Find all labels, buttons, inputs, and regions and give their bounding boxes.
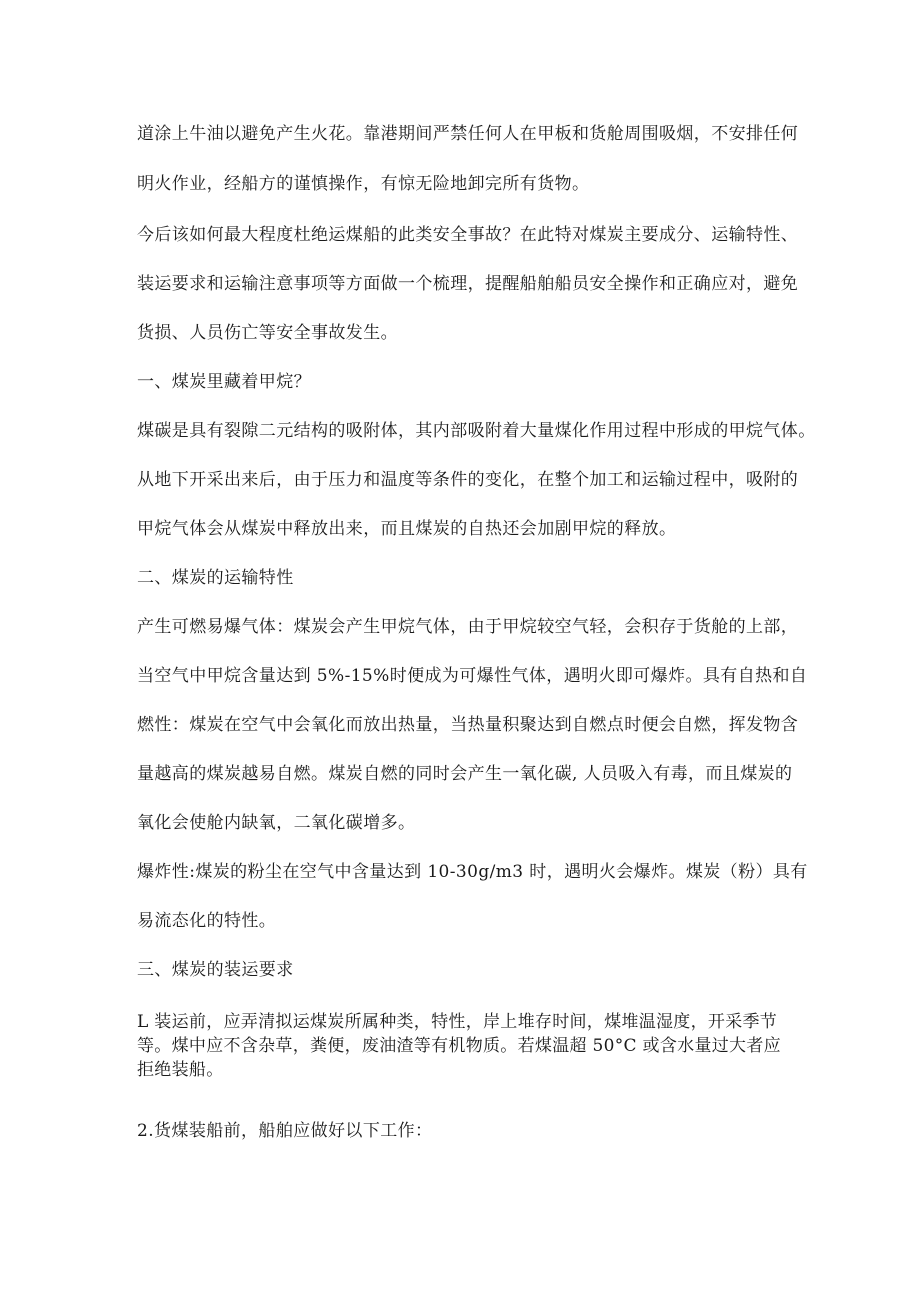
text-line-9: 产生可燃易爆气体：煤炭会产生甲烷气体，由于甲烷较空气轻，会积存于货舱的上部， (137, 617, 799, 637)
text-line-8: 甲烷气体会从煤炭中释放出来，而且煤炭的自热还会加剧甲烷的释放。 (137, 519, 677, 539)
section-heading-2: 二、煤炭的运输特性 (137, 568, 294, 588)
paragraph-loading-requirements: L 装运前，应弄清拟运煤炭所属种类，特性，岸上堆存时间，煤堆温湿度，开采季节等。煤中应不含杂草，粪便，废油渣等有机物质。若煤温超 50°C 或含水量过大者应拒绝装船。 (137, 1012, 781, 1080)
text-line-7: 从地下开采出来后，由于压力和温度等条件的变化，在整个加工和运输过程中，吸附的 (137, 470, 799, 490)
text-line-13: 氧化会使舱内缺氧，二氧化碳增多。 (137, 813, 416, 833)
text-line-4: 装运要求和运输注意事项等方面做一个梳理，提醒船舶船员安全操作和正确应对，避免 (137, 274, 799, 294)
text-line-3: 今后该如何最大程度杜绝运煤船的此类安全事故？在此特对煤炭主要成分、运输特性、 (137, 225, 799, 245)
text-line-14: 爆炸性:煤炭的粉尘在空气中含量达到 10-30g/m3 时，遇明火会爆炸。煤炭（粉）具有 (137, 862, 808, 882)
text-line-11: 燃性：煤炭在空气中会氧化而放出热量，当热量积聚达到自燃点时便会自燃，挥发物含 (137, 715, 799, 735)
text-line-15: 易流态化的特性。 (137, 911, 277, 931)
section-heading-3: 三、煤炭的装运要求 (137, 960, 294, 980)
text-line-2: 明火作业，经船方的谨慎操作，有惊无险地卸完所有货物。 (137, 174, 590, 194)
text-line-12: 量越高的煤炭越易自燃。煤炭自燃的同时会产生一氧化碳, 人员吸入有毒，而且煤炭的 (137, 764, 793, 784)
text-line-10: 当空气中甲烷含量达到 5%-15%时便成为可爆性气体，遇明火即可爆炸。具有自热和自 (137, 666, 808, 686)
section-heading-1: 一、煤炭里藏着甲烷？ (137, 372, 311, 392)
list-item-2: 2.货煤装船前，船舶应做好以下工作： (137, 1121, 433, 1141)
text-line-6: 煤碳是具有裂隙二元结构的吸附体，其内部吸附着大量煤化作用过程中形成的甲烷气体。 (137, 421, 816, 441)
text-line-1: 道涂上牛油以避免产生火花。靠港期间严禁任何人在甲板和货舱周围吸烟，不安排任何 (137, 124, 799, 144)
text-line-5: 货损、人员伤亡等安全事故发生。 (137, 323, 398, 343)
